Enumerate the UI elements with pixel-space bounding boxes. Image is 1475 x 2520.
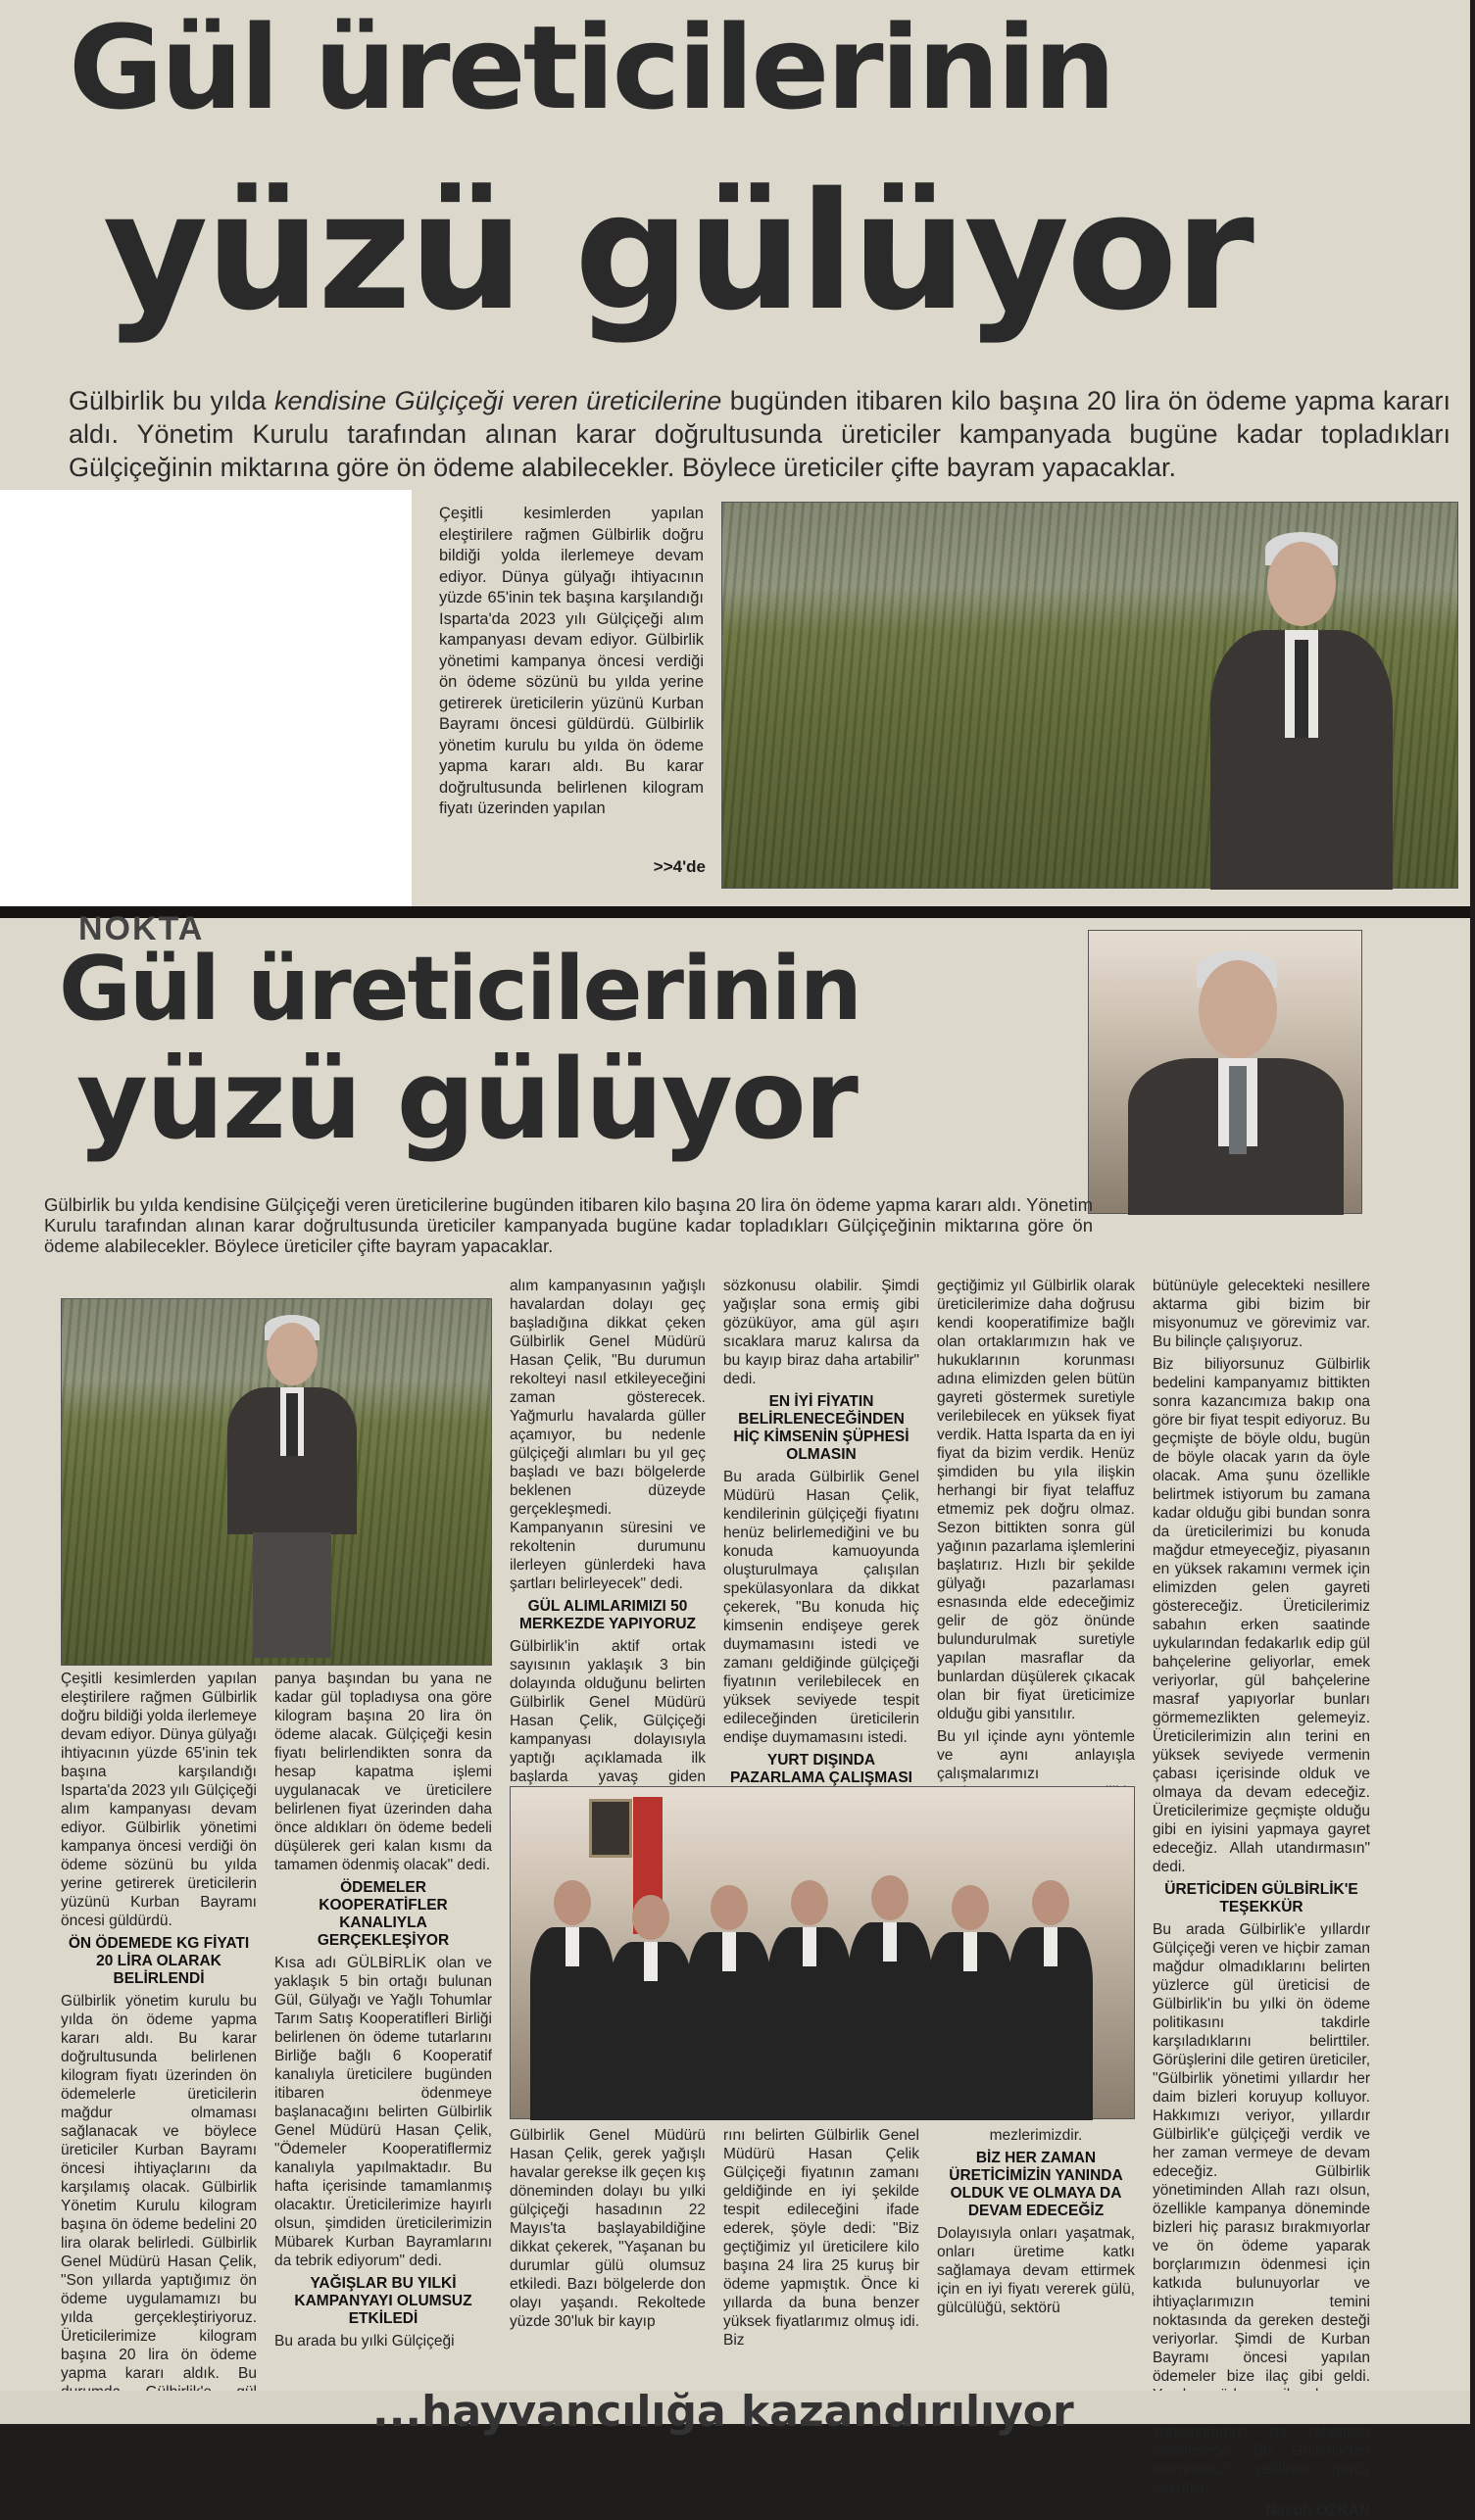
clip1-newspaper	[0, 0, 1470, 490]
clip2-col4-subheading2: YURT DIŞINDA PAZARLAMA ÇALIŞMASI	[730, 1752, 912, 1786]
clip2-bottom-column-3	[510, 2126, 706, 2420]
clip2-col6-text: bütünüyle gelecekteki nesillere aktarma gibi bizim bir misyonumuz ve görevimiz var. Bu bilinçle çalışıyoruz.	[1153, 1278, 1370, 1350]
clip2-col5-text2: Bu yıl içinde aynı yöntemle ve aynı anlayışla çalışmalarımızı	[937, 1728, 1135, 1782]
clip2-portrait-photo	[1088, 930, 1362, 1214]
clip2-footer-partial-text: ...hayvancılığa kazandırılıyor	[372, 2387, 1074, 2437]
clip2-col2-text2: Kısa adı GÜLBİRLİK olan ve yaklaşık 5 bin ortağı bulunan Gül, Gülyağı ve Yağlı Tohumlar Tarım Satış Kooperatifleri Birliği belirlenen ön ödeme tutarlarını Birliğe bağlı 6 Kooperatif kanalıyla üreticilere bugünden itibaren ödenmeye başlanacağını belirten Gülbirlik Genel Müdürü Hasan Çelik, "Ödemeler Kooperatiflermiz kanalıyla yapılmaktadır. Bu hafta içerisinde tamamlanmış olacaktır. Üreticilerimize hayırlı olsun, şimdiden üreticilerimizin Mübarek Kurban Bayramlarını da tebrik ediyorum" dedi.	[274, 1955, 492, 2269]
clip2-bottom-col3-text: Gülbirlik Genel Müdürü Hasan Çelik, gerek yağışlı havalar gerekse ilk geçen kış döneminden dolayı bu yılki gülçiçeği hasadının 22 Mayıs'ta başlayabildiğine dikkat çekerek, "Yaşanan bu durumlar gülü olumsuz etkiledi. Bazı bölgelerde don olayı yaşandı. Rekoltede yüzde 30'luk bir kayıp	[510, 2127, 706, 2330]
clip1-headline-line2: yüzü gülüyor	[103, 158, 1252, 346]
clip1-body-text	[439, 504, 704, 876]
clip2-col2-subheading: ÖDEMELER KOOPERATİFLER KANALIYLA GERÇEKLEŞİYOR	[317, 1879, 450, 1949]
clip2-col1-text: Gülbirlik yönetim kurulu bu yılda ön ödeme yapma kararı aldı. Bu karar doğrultusunda belirlenen kilogram fiyatı üzerinden ön ödemelerle üreticilerin mağdur olmaması sağlanacak ve böylece üreticiler Kurban Bayramı öncesi ihtiyaçlarını da karşılamış olacak. Gülbirlik Yönetim Kurulu kilogram başına ön ödeme bedelini 20 lira olarak belirledi. Gülbirlik Genel Müdürü Hasan Çelik, "Son yıllarda yaptığımız ön ödeme uygulamamızı bu yılda gerçekleştiriyoruz. Üreticilerimize kilogram başına 20 lira ön ödeme yapma kararı aldık. Bu	[61, 1993, 257, 2382]
clip2-column-6	[1153, 1277, 1370, 2519]
clip1-lead-part2: bugünden itibaren kilo başına 20 lira ön ödeme yapma kararı aldı. Yönetim Kurulu tarafından alınan karar doğrultusunda üreticiler kampanyada bugüne kadar topladıkları Gülçiçeğinin miktarına göre ön ödeme alabilecekler. Böylece üreticiler çifte bayram yapacaklar.	[69, 386, 1450, 482]
clip2-col6-text3: Bu arada Gülbirlik'e yıllardır Gülçiçeği veren ve hiçbir zaman mağdur olmadıklarını belirten yüzlerce gül üreticisi de Gülbirlik'in bu yılki ön ödeme politikasını takdirle karşıladıklarını belirttiler. Görüşlerini dile getiren üreticiler, "Gülbirlik yönetimi yıllardır her daim bizleri koruyup kolluyor. Hakkımızı veriyor, yıllardır Gülbirlik'e gülçiçeği verdik ve her zaman vermeye de devam edeceğiz. Gülbirlik yönetiminden Allah razı olsun, özellikle kampanya döneminde bizleri hiç parasız bırakmıyorlar ve ön ödeme yaparak borçlarımızın ödenmesi için katkıda bulunuyorlar ve ihtiyaçlarımızın temini noktasında da gereken desteği veriyorlar. Şimdi de Kurban Bayramı öncesi yapılan ödemeler bize ilaç gibi geldi. kurbanlığımızı da rahatlıkla alabileceğiz. Biz Gülbirlik'ten memnunuz" şeklinde görüş belirttiler.	[1153, 1921, 1370, 2496]
clip2-col3-text: alım kampanyasının yağışlı havalardan dolayı geç başladığına dikkat çeken Gülbirlik Genel Müdürü Hasan Çelik, "Bu durumun rekolteyi nasıl etkileyeceğini zaman gösterecek. Yağmurlu havalarda güller açamıyor, bu nedenle gülçiçeği alımları bu yıl geç başladı ve bazı bölgelerde beklenen düzeyde gerçekleşmedi. Kampanyanın süresini ve rekoltenin durumunu ilerleyen günlerdeki hava şartları belirleyecek" dedi.	[510, 1278, 706, 1592]
clip2-col3-text2: Gülbirlik'in aktif ortak sayısının yaklaşık 3 bin dolayında olduğunu belirten Gülbirlik Genel Müdürü Hasan Çelik, Gülçiçeği kampanyası dolayısıyla yaptığı açıklamada ilk başlarda yavaş giden	[510, 1638, 706, 1785]
clip1-body: Çeşitli kesimlerden yapılan eleştirilere rağmen Gülbirlik doğru bildiği yolda ilerlemeye devam ediyor. Dünya gülyağı ihtiyacının yüzde 65'inin tek başına karşılandığı Isparta'da 2023 yılı Gülçiçeği alım kampanyası devam ediyor. Gülbirlik yönetimi kampanya öncesi verdiği ön ödeme sözünü bu yılda yerine getirerek üreticilerin yüzünü Kurban Bayramı öncesi güldürdü. Gülbirlik yönetim kurulu bu yılda ön ödeme yapma kararı aldı. Bu karar doğrultusunda belirlenen kilogram fiyatı üzerinden yapılan	[439, 505, 704, 817]
clip2-column-3	[510, 1277, 706, 1785]
clip2-photo-rose-field	[61, 1298, 492, 1666]
clip2-bottom-col5-pre: mezlerimizdir.	[989, 2127, 1083, 2144]
clip1-photo-man	[1203, 532, 1399, 890]
clip1-lower	[412, 490, 1470, 906]
clip2-photo-man	[223, 1315, 361, 1658]
clip1-continued-marker: >>4'de	[653, 857, 706, 876]
clip2-bottom-col5-text: Dolayısıyla onları yaşatmak, onları üretime katkı sağlamaya devam ettirmek için en iyi fiyatı vererek gülü, gülcülüğü, sektörü	[937, 2225, 1135, 2316]
clip2-col6-subheading: ÜRETİCİDEN GÜLBİRLİK'E TEŞEKKÜR	[1164, 1881, 1358, 1915]
clip2-column-4	[723, 1277, 919, 1786]
clip2-bottom-col5-subheading: BİZ HER ZAMAN ÜRETİCİMİZİN YANINDA OLDUK VE OLMAYA DA DEVAM EDECEĞİZ	[949, 2150, 1123, 2219]
clip2-col3-subheading: GÜL ALIMLARIMIZI 50 MERKEZDE YAPIYORUZ	[518, 1598, 696, 1632]
clip1-blank-area	[0, 490, 412, 906]
clip2-headline-line2: yüzü gülüyor	[76, 1037, 857, 1164]
clip2-col4-text: sözkonusu olabilir. Şimdi yağışlar sona ermiş gibi gözüküyor, ama gül aşırı sıcaklara maruz kalırsa da bu kayıp biraz daha artabilir" dedi.	[723, 1278, 919, 1387]
clip2-bottom-col4-text: rını belirten Gülbirlik Genel Müdürü Hasan Çelik Gülçiçeği fiyatının zamanı geldiğinde en iyi şekilde tespit edileceğini ifade ederek, şöyle dedi: "Biz geçtiğimiz yıl üreticilere kilo başına 24 lira 25 kuruş bir ödeme yapmıştık. Önce ki yıllarda da buna benzer yüksek fiyatlarımız olmuş idi. Biz	[723, 2127, 919, 2349]
clip2-col2-text3: Bu arada bu yılki Gülçiçeği	[274, 2333, 455, 2350]
clip1-lead-part1: Gülbirlik bu yılda	[69, 386, 267, 415]
clip1-lead-italic: kendisine Gülçiçeği veren üreticilerine	[274, 386, 722, 415]
clip2-col4-subheading: EN İYİ FİYATIN BELİRLENECEĞİNDEN HİÇ KİMSENİN ŞÜPHESİ OLMASIN	[733, 1393, 910, 1463]
clip2-col2-text: panya başından bu yana ne kadar gül topladıysa ona göre kilogram başına 20 lira ön ödeme alacak. Gülçiçeği kesin fiyatı belirlendikten sonra da hesap kapatma işlemi uygulanacak ve üreticilere belirlenen fiyat üzerinden daha önce aldıkları ön ödeme bedeli düşülerek geri kalan kısmı da tamamen ödenmiş olacak" dedi.	[274, 1671, 492, 1873]
clip2-byline: Nasuh ÖZKAN	[1265, 2502, 1370, 2519]
clip2-footer-partial-headline	[0, 2387, 1470, 2437]
clip1-photo-rose-field	[721, 502, 1458, 889]
clip2-column-1	[61, 1670, 257, 2424]
clip2-masthead-fragment: NOKTA	[78, 910, 205, 947]
clip2-lead: Gülbirlik bu yılda kendisine Gülçiçeği veren üreticilerine bugünden itibaren kilo başına 20 lira ön ödeme yapma kararı aldı. Yönetim Kurulu tarafından alınan karar doğrultusunda üreticiler kampanyada bugüne kadar topladıkları Gülçiçeğinin miktarına göre ön ödeme alabilecekler. Böylece üreticiler çifte bayram yapacaklar.	[44, 1194, 1093, 1256]
clip2-group-photo	[510, 1786, 1135, 2119]
clip2-col6-text2: Biz biliyorsunuz Gülbirlik bedelini kampanyamız bittikten sonra kazancımıza bakıp ona göre bir fiyat tespit ediyoruz. Bu geçmişte de böyle oldu, bugün de böyle olacak yarın da öyle olacak. Ama şunu özellikle belirtmek istiyorum bu zamana kadar olduğu gibi bundan sonra da üreticilerimizi bu konuda mağdur etmeyeceğiz, piyasanın en yüksek rakamını vermek için elimizden gelen gayreti göstereceğiz. Üreticilerimiz sabahın erken saatinde uykularından fedakarlık edip gül bahçelerine geliyorlar, emek veriyorlar, gül bahçelerine masraf yapıyorlar bunları görmemezlikten gelemeyiz. Üreticilerimizin alın terini en yüksek seviyede vermenin çabası içerisinde olduk ve olmaya da devam edeceğiz. Üreticilerimize geçmişte olduğu gibi en iyisini yapmaya gayret edeceğiz. Allah utandırmasın" dedi.	[1153, 1356, 1370, 1875]
clip2-bottom-column-4	[723, 2126, 919, 2420]
clip2-column-2	[274, 1670, 492, 2424]
clip2-col5-text: geçtiğimiz yıl Gülbirlik olarak üreticilerimize daha doğrusu kendi kooperatifimize bağlı olan ortaklarımızın hak ve hukuklarının korunması adına elimizden gelen bütün gayreti göstermek suretiyle verilebilecek en yüksek fiyat verdik. Hatta Isparta da en iyi fiyat da bizim verdik. Henüz şimdiden bu yıla ilişkin herhangi bir fiyat telaffuz etmemiz pek doğru olmaz. Sezon bittikten sonra gül yağının pazarlama işlemlerini başlatırız. Hızlı bir şekilde gülyağı pazarlaması esnasında elde edeceğimiz gelir de göz önünde bulundurulmak suretiyle yapılan masraflar da bunlardan düşülerek çıkacak olan bir fiyat üreticimize olduğu gibi yansıtılır.	[937, 1278, 1135, 1722]
clip2-col2-subheading2: YAĞIŞLAR BU YILKİ KAMPANYAYI OLUMSUZ ETKİLEDİ	[294, 2275, 472, 2327]
clip2-col1-intro: Çeşitli kesimlerden yapılan eleştirilere rağmen Gülbirlik doğru bildiği yolda ilerlemeye devam ediyor. Dünya gülyağı ihtiyacının yüzde 65'inin tek başına karşılandığı Isparta'da 2023 yılı Gülçiçeği alım kampanyası devam ediyor. Gülbirlik yönetimi kampanya öncesi verdiği ön ödeme sözünü bu yılda yerine getirerek üreticilerin yüzünü Kurban Bayramı öncesi güldürdü.	[61, 1671, 257, 1929]
clip2-bottom-column-5	[937, 2126, 1135, 2420]
clip2-col1-subheading: ÖN ÖDEMEDE KG FİYATI 20 LİRA OLARAK BELİRLENDİ	[68, 1935, 250, 1987]
clip2-col4-text2: Bu arada Gülbirlik Genel Müdürü Hasan Çelik, kendilerinin gülçiçeği fiyatını henüz belirlemediğini ve bu konuda kamuoyunda oluşturulmaya çalışılan spekülasyonlara da dikkat çekerek, "Bu konuda hiç kimsenin endişeye gerek duymamasını istedi ve zamanı geldiğinde gülçiçeği fiyatının verilebilecek en yüksek seviyede tespit edileceğinden üreticilerin endişe duymamasını istedi.	[723, 1469, 919, 1746]
clip2-newspaper	[0, 910, 1470, 2519]
clip2-portrait-man	[1128, 950, 1344, 1215]
clip2-headline-line1: Gül üreticilerinin	[59, 938, 860, 1041]
clip1-headline-line1: Gül üreticilerinin	[69, 0, 1113, 135]
clip2-column-5	[937, 1277, 1135, 1782]
clip2-group-photo-frame	[589, 1799, 632, 1858]
clip1-lead	[69, 384, 1450, 487]
